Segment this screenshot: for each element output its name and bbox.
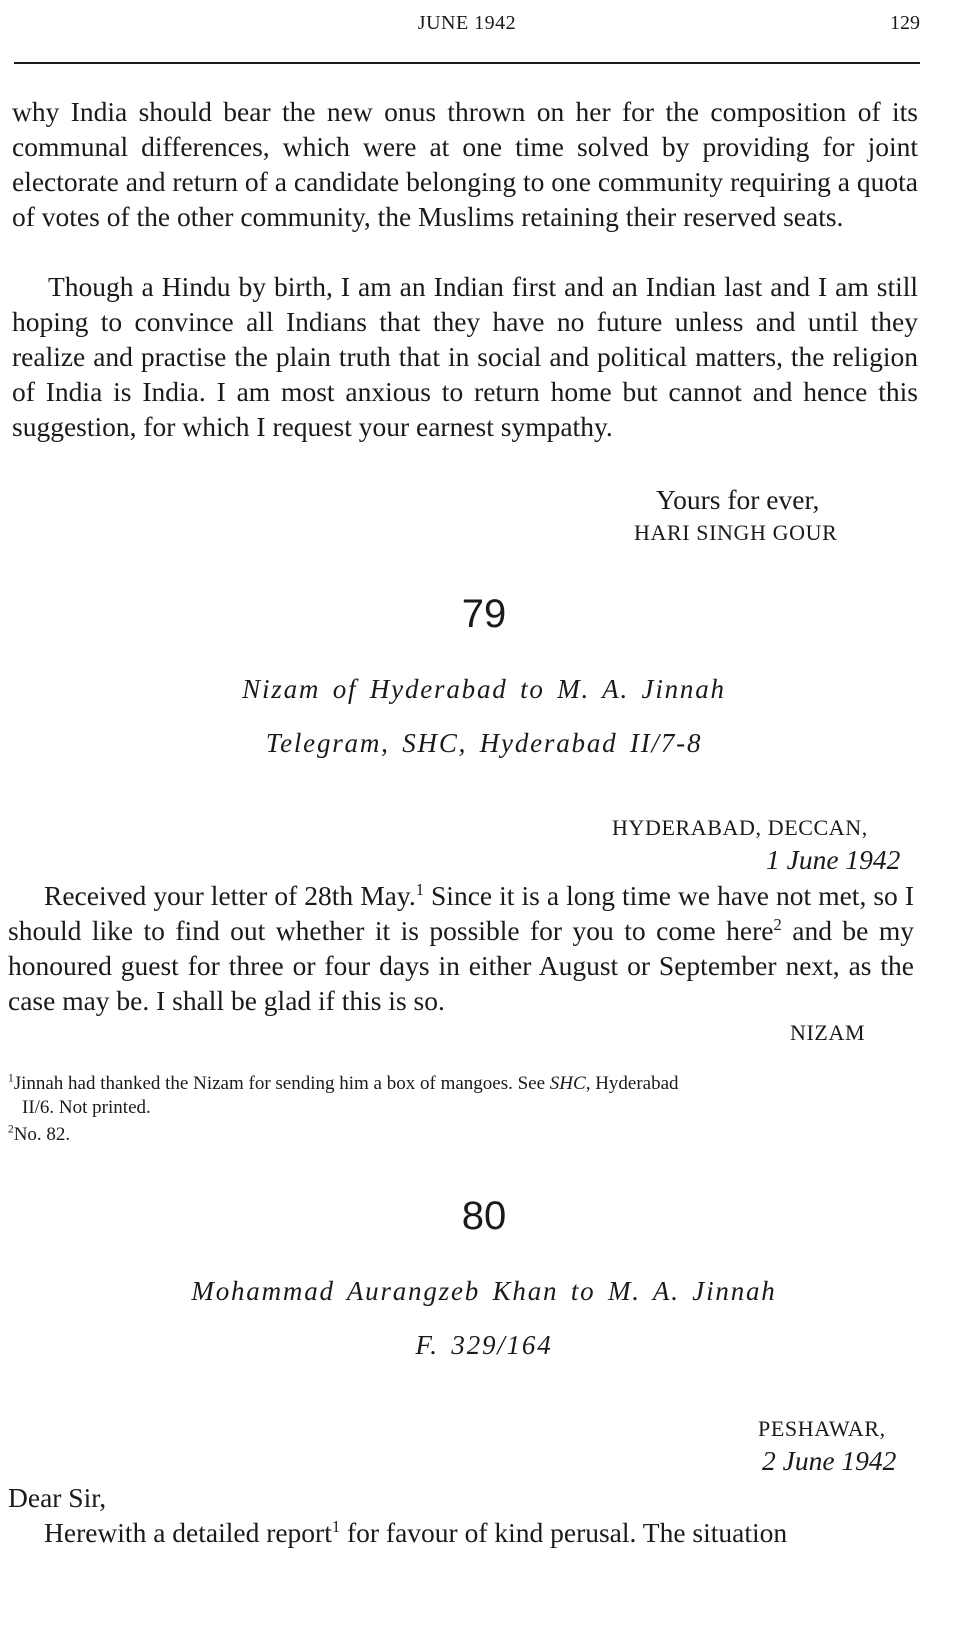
doc-79-place: HYDERABAD, DECCAN, (612, 815, 868, 840)
letter-78-paragraph-2-text: Though a Hindu by birth, I am an Indian first and an Indian last and I am still hoping to convince all Indians that they have no future unless and until they realize and practise the plain truth that in social and political matters, the religion of India is India. I am most anxious to return home but cannot and hence this suggestion, for which I request your earnest sympathy. (12, 271, 918, 442)
footnote-ref-1: 1 (415, 879, 424, 899)
doc-80-number: 80 (461, 1194, 507, 1238)
footnote-2-text: No. 82. (13, 1124, 71, 1145)
page-number: 129 (890, 12, 920, 34)
header-title: JUNE 1942 (417, 12, 517, 34)
footnote-1-mark: 1 (8, 1072, 14, 1085)
footnote-1-text-a: Jinnah had thanked the Nizam for sending him a box of mangoes. See (13, 1073, 550, 1094)
doc-80-date: 2 June 1942 (762, 1445, 897, 1476)
doc-79-body-part-b: Since it is a long time we have not met, so I should like to find out whether it is possible for you to come here (8, 880, 915, 946)
footnote-ref-80-1: 1 (331, 1516, 341, 1536)
header-rule (14, 62, 920, 64)
doc-80-salutation: Dear Sir, (8, 1482, 107, 1513)
letter-78-signature: HARI SINGH GOUR (634, 520, 838, 545)
footnote-1-text-c: II/6. Not printed. (22, 1097, 151, 1118)
doc-79-number: 79 (461, 592, 507, 636)
doc-80-title: Mohammad Aurangzeb Khan to M. A. Jinnah (191, 1276, 777, 1306)
footnote-2-mark: 2 (8, 1123, 14, 1136)
doc-80-body (8, 1515, 914, 1550)
doc-79-body (8, 878, 914, 1018)
letter-78-paragraph-2 (12, 269, 918, 444)
footnote-1-text-b: , Hyderabad (585, 1073, 679, 1094)
letter-78-paragraph-1-text: why India should bear the new onus thrown on her for the composition of its communal differences, which were at one time solved by providing for joint electorate and return of a candidate belonging to one community requiring a quota of votes of the other community, the Muslims retaining their reserved seats. (12, 96, 918, 232)
doc-80-source: F. 329/164 (415, 1330, 553, 1360)
footnote-ref-2: 2 (773, 914, 782, 934)
letter-78-paragraph-1 (12, 94, 918, 234)
doc-79-signature: NIZAM (790, 1020, 866, 1045)
doc-79-body-part-a: Received your letter of 28th May. (44, 880, 416, 911)
doc-80-body-part-a: Herewith a detailed report (44, 1517, 332, 1548)
footnote-2 (8, 1123, 918, 1147)
doc-80-body-part-b: for favour of kind perusal. The situation (340, 1517, 788, 1548)
letter-78-closing: Yours for ever, (656, 484, 820, 515)
footnote-1 (8, 1072, 918, 1120)
doc-79-title: Nizam of Hyderabad to M. A. Jinnah (242, 674, 726, 704)
doc-79-body-part-c: and be my honoured guest for three or four days in either August or September next, as the case may be. I shall be glad if this is so. (8, 915, 914, 1016)
footnote-1-text-italic: SHC (549, 1073, 586, 1094)
doc-80-place: PESHAWAR, (758, 1416, 886, 1441)
doc-79-source: Telegram, SHC, Hyderabad II/7-8 (265, 728, 703, 758)
running-header (14, 6, 920, 36)
doc-79-date: 1 June 1942 (766, 844, 901, 875)
